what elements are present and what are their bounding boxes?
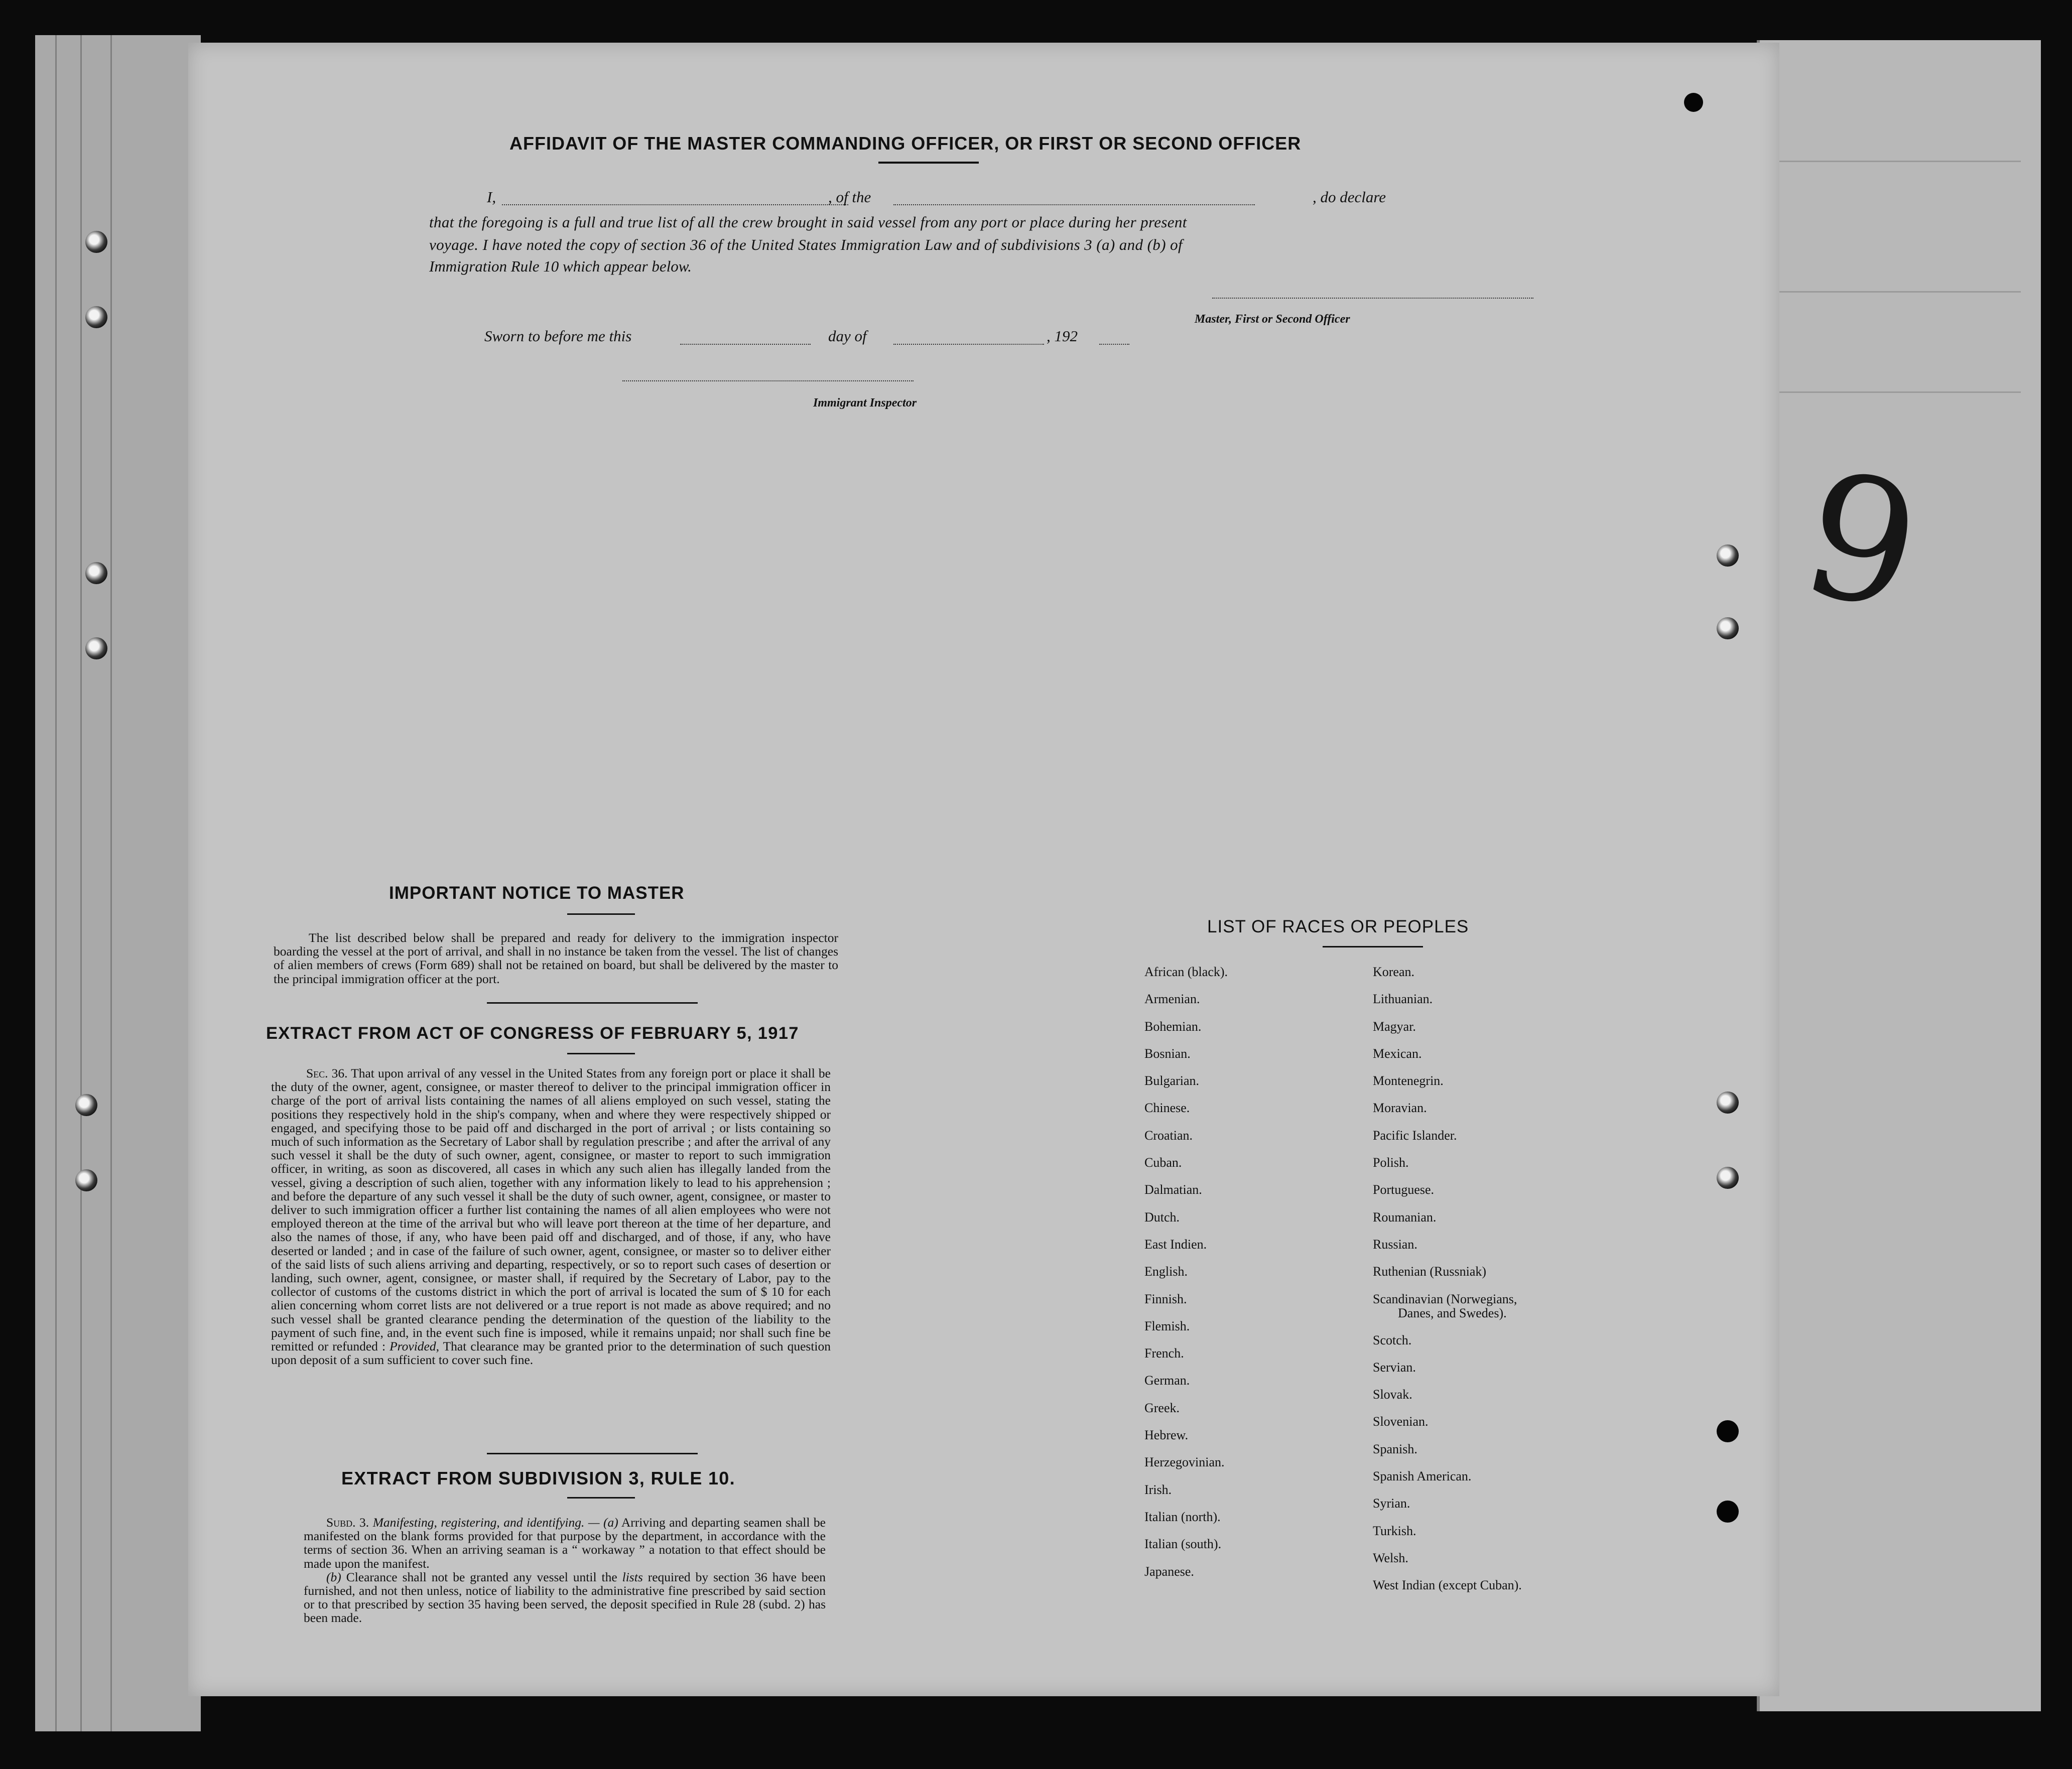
affidavit-heading: AFFIDAVIT OF THE MASTER COMMANDING OFFICER, OR FIRST OR SECOND OFFICER [509, 133, 1302, 154]
races-heading-rule [1323, 946, 1423, 947]
race-item: Herzegovinian. [1144, 1455, 1225, 1470]
subd-3-para-b-2: required by section 36 have been furnished, and not then unless, notice of liability to the administrative fine prescribed by said section or to that prescribed by section 35 having been served, the deposit specified in Rule 28 (subd. 2) has been made. [304, 1569, 826, 1625]
race-item: Spanish American. [1373, 1469, 1472, 1484]
punch-hole [85, 637, 107, 659]
subd-3-title: Manifesting, registering, and identifying. — (a) [372, 1515, 618, 1530]
sec-36-label: Sec. 36. [306, 1066, 348, 1080]
punch-hole [1717, 1167, 1739, 1189]
subd-3-label: Subd. 3. [326, 1515, 369, 1530]
race-item: Irish. [1144, 1482, 1172, 1497]
races-heading: LIST OF RACES OR PEOPLES [1207, 917, 1469, 936]
race-item: Pacific Islander. [1373, 1128, 1457, 1143]
notice-separator-rule [487, 1002, 698, 1004]
race-item: Turkish. [1373, 1523, 1416, 1538]
race-item: Ruthenian (Russniak) [1373, 1264, 1487, 1279]
race-item: Roumanian. [1373, 1209, 1437, 1224]
race-item: Korean. [1373, 965, 1415, 979]
race-item: Bulgarian. [1144, 1073, 1200, 1088]
race-item: Dalmatian. [1144, 1182, 1202, 1197]
punch-hole [1717, 545, 1739, 567]
affidavit-i: I, [487, 188, 496, 206]
subd-3-para-a: Arriving and departing seamen shall be manifested on the blank forms provided for that purpose by the department, in accordance with the terms of section 36. When an arriving seaman is a “ workaway ” a notation to that effect should be made upon the manifest. [304, 1515, 826, 1571]
punch-hole [85, 231, 107, 253]
race-item: Finnish. [1144, 1291, 1187, 1306]
race-item: Bosnian. [1144, 1046, 1191, 1061]
act-extract-heading-rule [567, 1053, 635, 1054]
sec-36-text: That upon arrival of any vessel in the United States from any foreign port or place it shall be the duty of the owner, agent, consignee, or master thereof to deliver to the principal immigration officer in charge of the port of arrival lists containing the names of all aliens employed on such vessel, stating the positions they respectively hold in the ship's company, when and where they were respectively shipped or engaged, and specifying those to be paid off and discharged in the port of arrival ; or lists containing so much of such information as the Secretary of Labor shall by regulation prescribe ; and after the arrival of any such vessel it shall be the duty of such owner, agent, consignee, or master to report to such immigration officer, in writing, as soon as discovered, all cases in which any such alien has illegally landed from the vessel, giving a description of such alien, together with any information likely to lead to his apprehension ; and before the departure of any such vessel it shall be the duty of such owner, agent, consignee, or master to deliver to such immigration officer a further list containing the names of all alien employees who were not employed thereon at the time of the arrival but who will leave port thereon at the time of her departure, and also the names of those, if any, who have been paid off and discharged, and of those, if any, who have deserted or landed ; and in case of the failure of such owner, agent, consignee, or master so to deliver either of the said lists of such aliens arriving and departing, respectively, or so to report such cases of desertion or landing, such owner, agent, consignee, or master shall, if required by the Secretary of Labor, pay to the collector of customs of the customs district in which the port of arrival is located the sum of $ 10 for each alien concerning whom corret lists are not delivered or a true report is not made as above required; and no such vessel shall be granted clearance pending the determination of the question of the liability to the payment of such fine, and, in the event such fine is imposed, while it remains unpaid; nor shall such fine be remitted or refunded : [271, 1066, 831, 1354]
act-extract-heading: EXTRACT FROM ACT OF CONGRESS OF FEBRUARY 5, 1917 [266, 1024, 799, 1043]
sworn-month-line[interactable] [893, 344, 1044, 345]
subd-3-b-label: (b) [326, 1569, 341, 1584]
punch-hole [75, 1169, 97, 1191]
rule-extract-heading: EXTRACT FROM SUBDIVISION 3, RULE 10. [341, 1468, 735, 1488]
race-item: Cuban. [1144, 1155, 1182, 1170]
punch-hole [1717, 1420, 1739, 1442]
subd-3-lists: lists [622, 1569, 643, 1584]
race-item: Scotch. [1373, 1332, 1412, 1347]
race-item: Lithuanian. [1373, 992, 1433, 1007]
race-item: Mexican. [1373, 1046, 1422, 1061]
sworn-prefix: Sworn to before me this [484, 327, 632, 345]
race-item: Greek. [1144, 1400, 1180, 1415]
race-item: Slovenian. [1373, 1414, 1429, 1429]
affidavit-line-3: voyage. I have noted the copy of section 36 of the United States Immigration Law and of subdivisions 3 (a) and (b) of [429, 236, 1183, 253]
affidavit-line-4: Immigration Rule 10 which appear below. [429, 257, 692, 275]
inspector-signature-line[interactable] [622, 380, 914, 381]
provided-label: Provided, [390, 1339, 439, 1354]
race-item: Magyar. [1373, 1019, 1416, 1034]
races-column-1 [1144, 959, 1228, 1585]
sworn-year: , 192 [1047, 327, 1078, 345]
notice-paragraph: The list described below shall be prepared and ready for delivery to the immigration inspector boarding the vessel at the port of arrival, and shall in no instance be taken from the vessel. The list of changes of alien members of crews (Form 689) shall not be retained on board, but shall be delivered by the master to the principal immigration officer at the port. [274, 930, 838, 986]
race-item: Japanese. [1144, 1564, 1194, 1579]
race-item: East Indien. [1144, 1237, 1207, 1252]
act-extract-text [271, 1066, 831, 1367]
races-column-2 [1373, 959, 1522, 1599]
race-item: Croatian. [1144, 1128, 1193, 1143]
master-signature-line[interactable] [1212, 298, 1533, 299]
punch-hole [75, 1094, 97, 1116]
race-item: Flemish. [1144, 1318, 1190, 1333]
punch-hole [1717, 1092, 1739, 1114]
race-item: English. [1144, 1264, 1188, 1279]
sworn-year-line[interactable] [1099, 344, 1129, 345]
rule-extract-heading-rule [567, 1497, 635, 1499]
race-item: Danes, and Swedes). [1398, 1305, 1507, 1320]
affidavit-do-declare: , do declare [1313, 188, 1386, 206]
race-item: Slovak. [1373, 1387, 1412, 1402]
race-item: Welsh. [1373, 1550, 1408, 1565]
race-item: Chinese. [1144, 1101, 1190, 1116]
race-item: Moravian. [1373, 1101, 1427, 1116]
master-name-line[interactable] [502, 204, 848, 205]
race-item: West Indian (except Cuban). [1373, 1578, 1522, 1593]
inspector-label: Immigrant Inspector [813, 396, 917, 410]
punch-hole [1717, 1501, 1739, 1523]
race-item: Bohemian. [1144, 1019, 1202, 1034]
race-item: Spanish. [1373, 1441, 1417, 1456]
vessel-name-line[interactable] [893, 204, 1255, 205]
affidavit-of-the: , of the [828, 188, 871, 206]
race-item: Polish. [1373, 1155, 1409, 1170]
race-item: Armenian. [1144, 992, 1200, 1007]
race-item: Russian. [1373, 1237, 1417, 1252]
underlying-sheet-right [1757, 40, 2041, 1711]
notice-heading: IMPORTANT NOTICE TO MASTER [389, 883, 685, 903]
race-item: Montenegrin. [1373, 1073, 1444, 1088]
punch-hole [1717, 617, 1739, 639]
notice-text [274, 931, 838, 986]
race-item: Dutch. [1144, 1209, 1180, 1224]
race-item: French. [1144, 1346, 1184, 1361]
underlying-sheet-left [35, 35, 201, 1731]
race-item: Servian. [1373, 1359, 1416, 1375]
affidavit-heading-rule [878, 162, 979, 164]
sec-36-text-end: That clearance may be granted prior to the determination of such question upon deposit of a sum sufficient to cover such fine. [271, 1339, 831, 1368]
master-signature-label: Master, First or Second Officer [1195, 313, 1350, 326]
race-item: African (black). [1144, 965, 1228, 979]
punch-hole [1684, 93, 1703, 112]
race-item: Scandinavian (Norwegians, [1373, 1291, 1517, 1306]
race-item: Syrian. [1373, 1496, 1410, 1511]
act-separator-rule [487, 1453, 698, 1454]
rule-extract-text [304, 1516, 826, 1625]
race-item: Italian (north). [1144, 1509, 1221, 1524]
handwritten-page-number: 9 [1787, 433, 1935, 651]
race-item: Hebrew. [1144, 1428, 1189, 1443]
form-page [188, 43, 1779, 1696]
subd-3-para-b-1: Clearance shall not be granted any vessel until the [346, 1569, 617, 1584]
notice-heading-rule [567, 913, 635, 915]
sworn-day-line[interactable] [680, 344, 811, 345]
race-item: Portuguese. [1373, 1182, 1435, 1197]
punch-hole [85, 562, 107, 584]
punch-hole [85, 306, 107, 328]
affidavit-line-2: that the foregoing is a full and true list of all the crew brought in said vessel from any port or place during her present [429, 213, 1187, 231]
race-item: German. [1144, 1373, 1190, 1388]
sworn-day-of: day of [828, 327, 867, 345]
race-item: Italian (south). [1144, 1537, 1222, 1552]
